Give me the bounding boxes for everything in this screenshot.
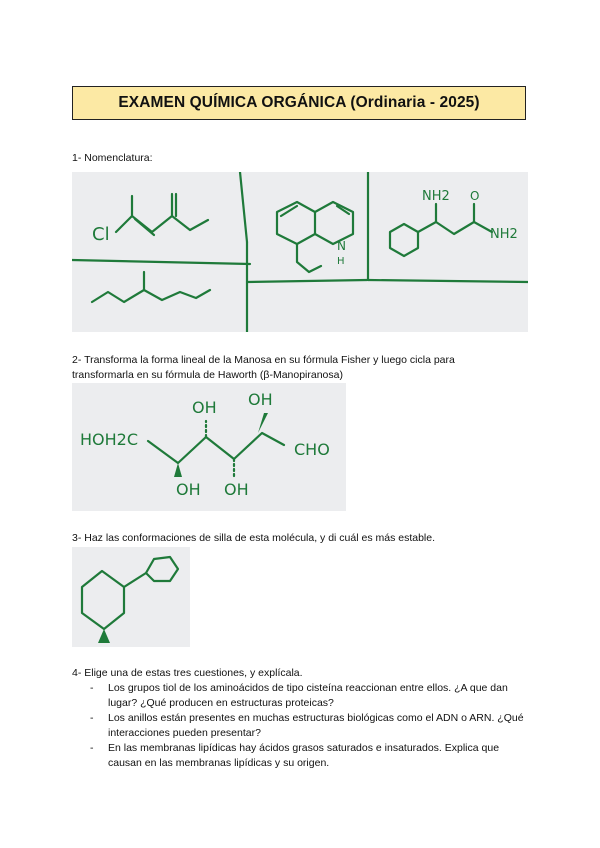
svg-text:OH: OH: [176, 480, 201, 499]
exam-title: EXAMEN QUÍMICA ORGÁNICA (Ordinaria - 2025): [72, 86, 526, 120]
hoh2c-label: HOH2C: [80, 430, 139, 449]
divider-line: [240, 172, 247, 242]
question-2-label: 2- Transforma la forma lineal de la Manosa en su fórmula Fisher y luego cicla para transformarla en su fórmula de Haworth (β-Manopiranosa): [72, 354, 455, 381]
cyclohexane-photo: [72, 547, 190, 647]
svg-text:OH: OH: [192, 398, 217, 417]
svg-text:OH: OH: [224, 480, 249, 499]
nomenclature-photo: [72, 172, 528, 332]
question-3-label: 3- Haz las conformaciones de silla de esta molécula, y di cuál es más estable.: [72, 532, 436, 544]
svg-text:OH: OH: [248, 390, 273, 409]
question-4-label: 4- Elige una de estas tres cuestiones, y explícala.: [72, 667, 303, 679]
svg-text:H: H: [337, 256, 345, 267]
svg-text:O: O: [470, 189, 480, 203]
option-item: - En las membranas lipídicas hay ácidos grasos saturados e insaturados. Explica que causan en las membranas lipídicas y su origen.: [72, 741, 532, 771]
cl-label: Cl: [92, 224, 110, 245]
svg-text:NH2: NH2: [422, 189, 450, 204]
question-4-options: [72, 681, 532, 771]
cho-label: CHO: [294, 440, 330, 459]
question-1-label: 1- Nomenclatura:: [72, 152, 153, 164]
svg-text:NH2: NH2: [490, 227, 518, 242]
option-item: - Los anillos están presentes en muchas estructuras biológicas como el ADN o ARN. ¿Qué interacciones pueden presentar?: [72, 711, 532, 741]
svg-text:N: N: [337, 239, 346, 253]
option-item: - Los grupos tiol de los aminoácidos de tipo cisteína reaccionan entre ellos. ¿A que dan lugar? ¿Qué producen en estructuras proteicas?: [72, 681, 532, 711]
mannose-photo: [72, 383, 346, 511]
